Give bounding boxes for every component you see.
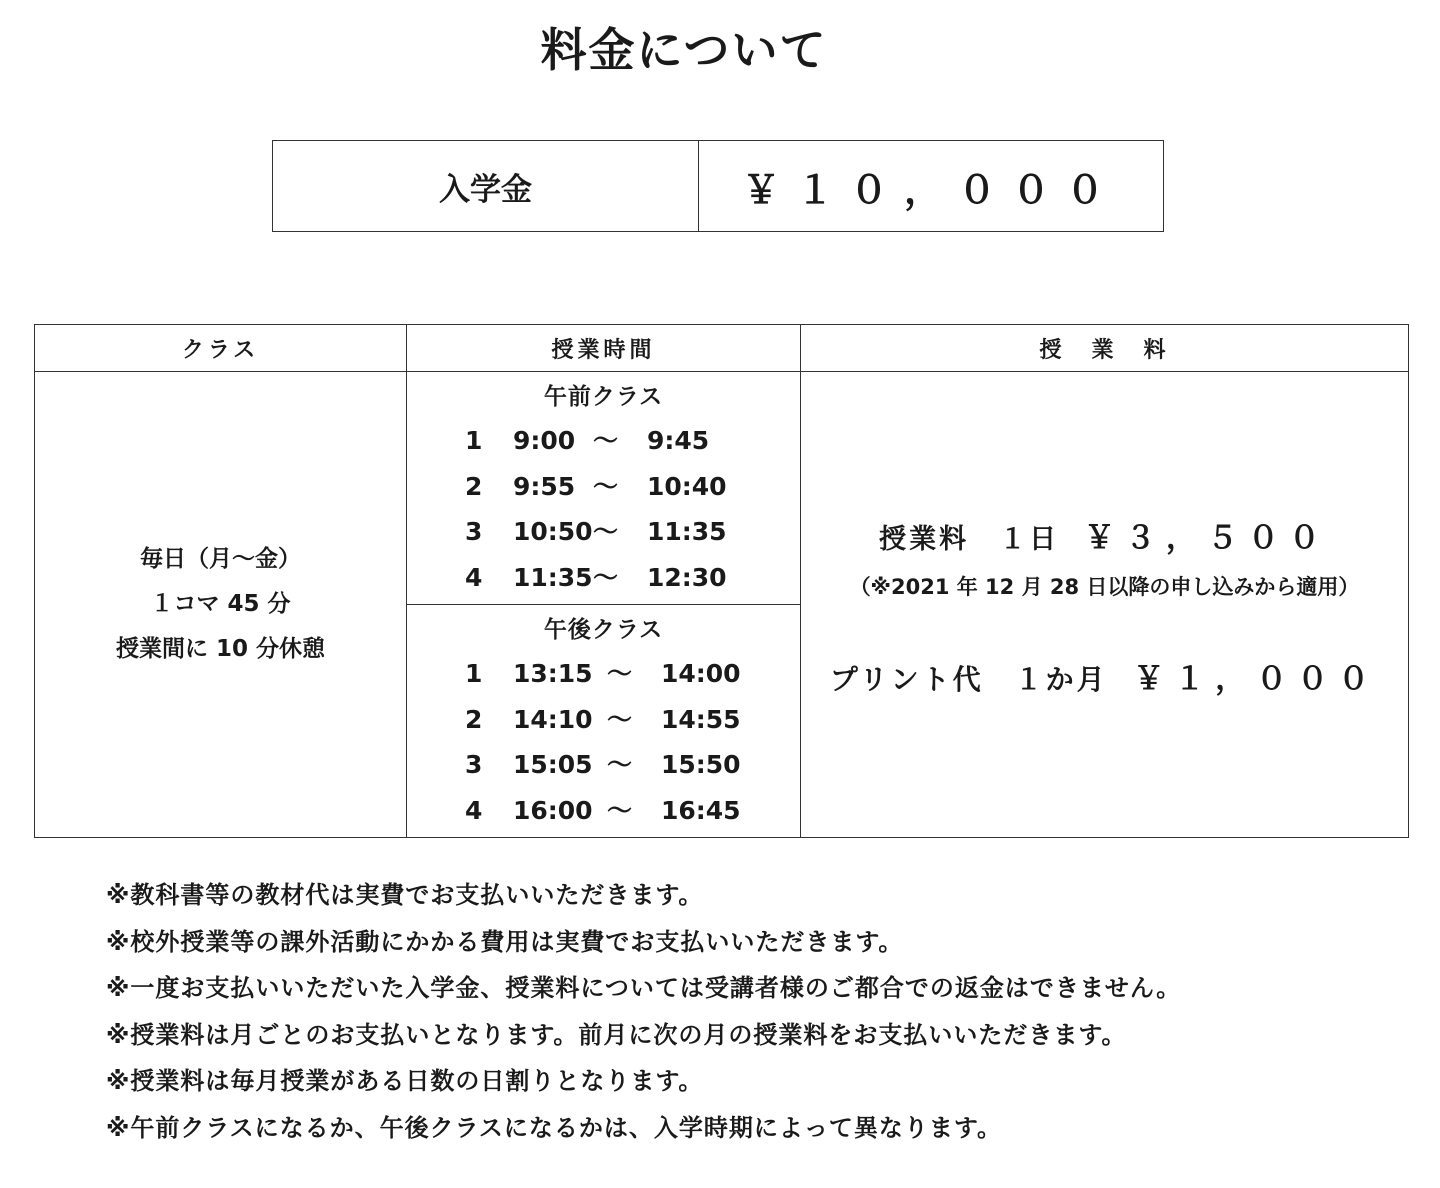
session-start: 13:15 xyxy=(513,659,593,688)
enrollment-fee-box xyxy=(272,140,1164,232)
session-number: 4 xyxy=(465,795,483,825)
am-sessions xyxy=(407,372,800,604)
session-number: 3 xyxy=(465,517,483,546)
session-start: 10:50 xyxy=(513,517,593,546)
page-title: 料金について xyxy=(540,23,828,77)
session-end: 14:55 xyxy=(661,704,741,734)
list-item: ※授業料は毎月授業がある日数の日割りとなります。 xyxy=(106,1067,704,1095)
list-item: ※教科書等の教材代は実費でお支払いいただきます。 xyxy=(106,881,704,909)
session-number: 4 xyxy=(465,562,483,592)
enrollment-fee-value: ￥１０，０００ xyxy=(741,167,1120,212)
print-fee-value: ￥１，０００ xyxy=(1133,660,1380,697)
list-item xyxy=(407,464,800,510)
session-end: 9:45 xyxy=(647,426,710,455)
list-item xyxy=(407,651,800,697)
list-item xyxy=(407,788,800,834)
header-time: 授業時間 xyxy=(407,325,801,372)
session-number: 2 xyxy=(465,471,483,501)
list-item xyxy=(407,697,800,743)
tuition-line xyxy=(801,512,1408,557)
tuition-value: ￥３，５００ xyxy=(1083,519,1330,556)
session-start: 15:05 xyxy=(513,750,593,779)
session-separator: ～ xyxy=(607,795,633,825)
print-fee-line xyxy=(801,653,1408,698)
list-item xyxy=(407,509,800,555)
am-title: 午前クラス xyxy=(543,384,664,410)
class-length: １コマ 45 分 xyxy=(150,591,291,617)
print-fee-label: プリント代 １か月 xyxy=(829,662,1108,696)
session-separator: ～ xyxy=(607,704,633,734)
session-start: 11:35 xyxy=(513,562,593,592)
class-break: 授業間に 10 分休憩 xyxy=(115,636,326,662)
table-body-row xyxy=(35,372,1409,838)
session-end: 14:00 xyxy=(661,659,741,688)
session-separator: ～ xyxy=(607,750,633,779)
table-header-row xyxy=(35,325,1409,372)
schedule-table xyxy=(34,324,1409,838)
tuition-note: （※2021 年 12 月 28 日以降の申し込みから適用） xyxy=(849,574,1360,599)
session-start: 9:55 xyxy=(513,471,576,501)
enrollment-fee-label: 入学金 xyxy=(273,141,699,231)
list-item xyxy=(407,555,800,601)
notes-list xyxy=(106,872,1386,1151)
session-separator: ～ xyxy=(593,517,619,546)
pm-sessions xyxy=(407,604,800,837)
session-number: 3 xyxy=(465,750,483,779)
header-class: クラス xyxy=(35,325,407,372)
list-item: ※授業料は月ごとのお支払いとなります。前月に次の月の授業料をお支払いいただきます。 xyxy=(106,1020,1127,1049)
session-separator: ～ xyxy=(593,562,619,592)
session-number: 1 xyxy=(465,659,483,688)
session-number: 1 xyxy=(465,426,483,455)
session-end: 12:30 xyxy=(647,562,727,592)
list-item xyxy=(407,742,800,788)
list-item xyxy=(407,418,800,464)
session-separator: ～ xyxy=(593,471,619,501)
tuition-label: 授業料 １日 xyxy=(879,523,1060,555)
list-item: ※校外授業等の課外活動にかかる費用は実費でお支払いいただきます。 xyxy=(106,927,904,956)
session-start: 16:00 xyxy=(513,795,593,825)
session-start: 9:00 xyxy=(513,426,576,455)
session-end: 11:35 xyxy=(647,517,727,546)
session-end: 15:50 xyxy=(661,750,741,779)
class-info-cell xyxy=(35,372,407,838)
session-separator: ～ xyxy=(593,426,619,455)
class-days: 毎日（月～金） xyxy=(140,546,301,572)
list-item: ※午前クラスになるか、午後クラスになるかは、入学時期によって異なります。 xyxy=(106,1113,1002,1142)
session-start: 14:10 xyxy=(513,704,593,734)
header-fee: 授 業 料 xyxy=(801,325,1409,372)
session-end: 10:40 xyxy=(647,471,727,501)
session-number: 2 xyxy=(465,704,483,734)
fee-cell xyxy=(801,372,1409,838)
time-cell xyxy=(407,372,801,838)
list-item: ※一度お支払いいただいた入学金、授業料については受講者様のご都合での返金はできません。 xyxy=(106,974,1182,1002)
pm-title: 午後クラス xyxy=(543,617,664,643)
session-end: 16:45 xyxy=(661,795,741,825)
session-separator: ～ xyxy=(607,659,633,688)
